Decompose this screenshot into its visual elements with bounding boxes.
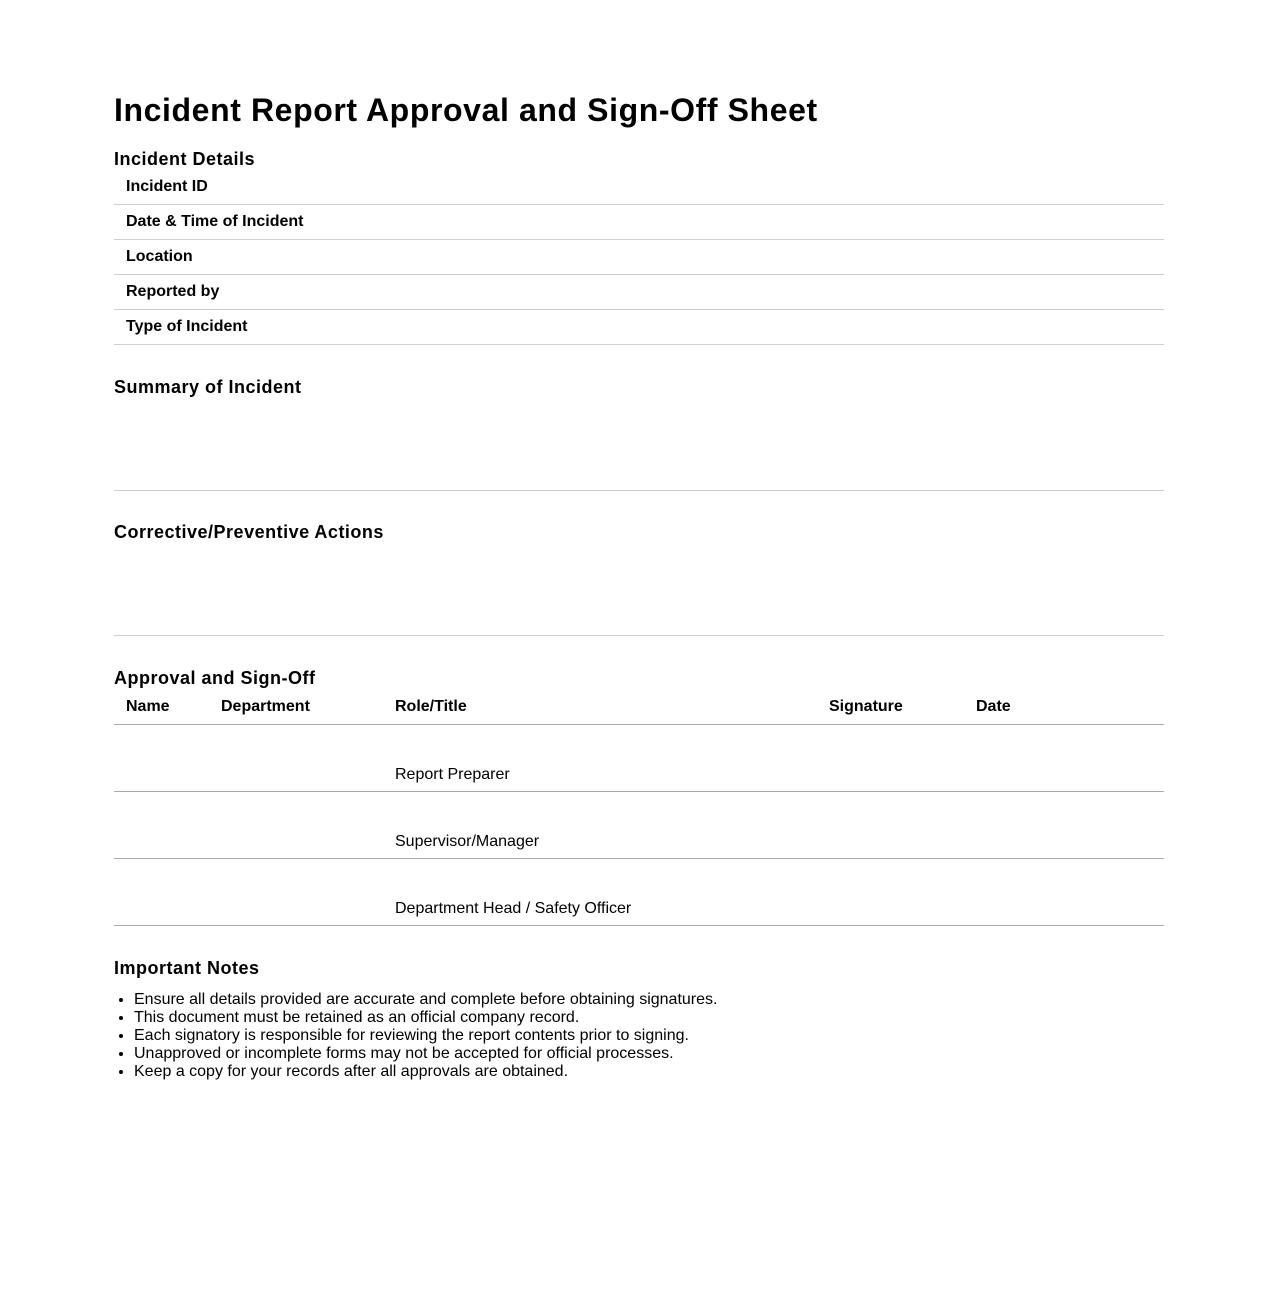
table-row <box>114 792 1164 859</box>
incident-id-label: Incident ID <box>114 170 1164 205</box>
table-header-row <box>114 689 1164 725</box>
incident-details-heading: Incident Details <box>114 149 256 169</box>
role-cell: Report Preparer <box>383 725 817 792</box>
table-row <box>114 205 1164 240</box>
list-item: • Unapproved or incomplete forms may not be accepted for official processes. <box>134 1045 1164 1063</box>
table-row <box>114 240 1164 275</box>
notes-list <box>114 991 1164 1081</box>
name-cell <box>114 792 209 859</box>
role-cell: Department Head / Safety Officer <box>383 859 817 926</box>
actions-heading: Corrective/Preventive Actions <box>114 522 384 542</box>
page-title: Incident Report Approval and Sign-Off Sheet <box>114 92 818 128</box>
role-cell: Supervisor/Manager <box>383 792 817 859</box>
table-row <box>114 275 1164 310</box>
table-row <box>114 859 1164 926</box>
location-label: Location <box>114 240 1164 275</box>
notes-heading: Important Notes <box>114 958 260 978</box>
summary-heading: Summary of Incident <box>114 377 302 397</box>
signature-cell <box>817 792 964 859</box>
column-header-date: Date <box>964 689 1164 725</box>
document-page <box>114 0 1164 1081</box>
approval-heading: Approval and Sign-Off <box>114 668 316 688</box>
department-cell <box>209 725 383 792</box>
signature-cell <box>817 859 964 926</box>
name-cell <box>114 859 209 926</box>
table-row <box>114 725 1164 792</box>
date-time-label: Date & Time of Incident <box>114 205 1164 240</box>
date-cell <box>964 859 1164 926</box>
signature-cell <box>817 725 964 792</box>
approval-table <box>114 689 1164 926</box>
department-cell <box>209 792 383 859</box>
column-header-role: Role/Title <box>383 689 817 725</box>
column-header-department: Department <box>209 689 383 725</box>
table-row <box>114 170 1164 205</box>
incident-details-table <box>114 170 1164 345</box>
list-item: • This document must be retained as an official company record. <box>134 1009 1164 1027</box>
summary-text-area <box>114 398 1164 491</box>
list-item: • Each signatory is responsible for reviewing the report contents prior to signing. <box>134 1027 1164 1045</box>
date-cell <box>964 792 1164 859</box>
name-cell <box>114 725 209 792</box>
table-row <box>114 310 1164 345</box>
date-cell <box>964 725 1164 792</box>
column-header-signature: Signature <box>817 689 964 725</box>
actions-text-area <box>114 543 1164 636</box>
incident-type-label: Type of Incident <box>114 310 1164 345</box>
list-item: • Keep a copy for your records after all approvals are obtained. <box>134 1063 1164 1081</box>
department-cell <box>209 859 383 926</box>
reported-by-label: Reported by <box>114 275 1164 310</box>
column-header-name: Name <box>114 689 209 725</box>
list-item: • Ensure all details provided are accurate and complete before obtaining signatures. <box>134 991 1164 1009</box>
